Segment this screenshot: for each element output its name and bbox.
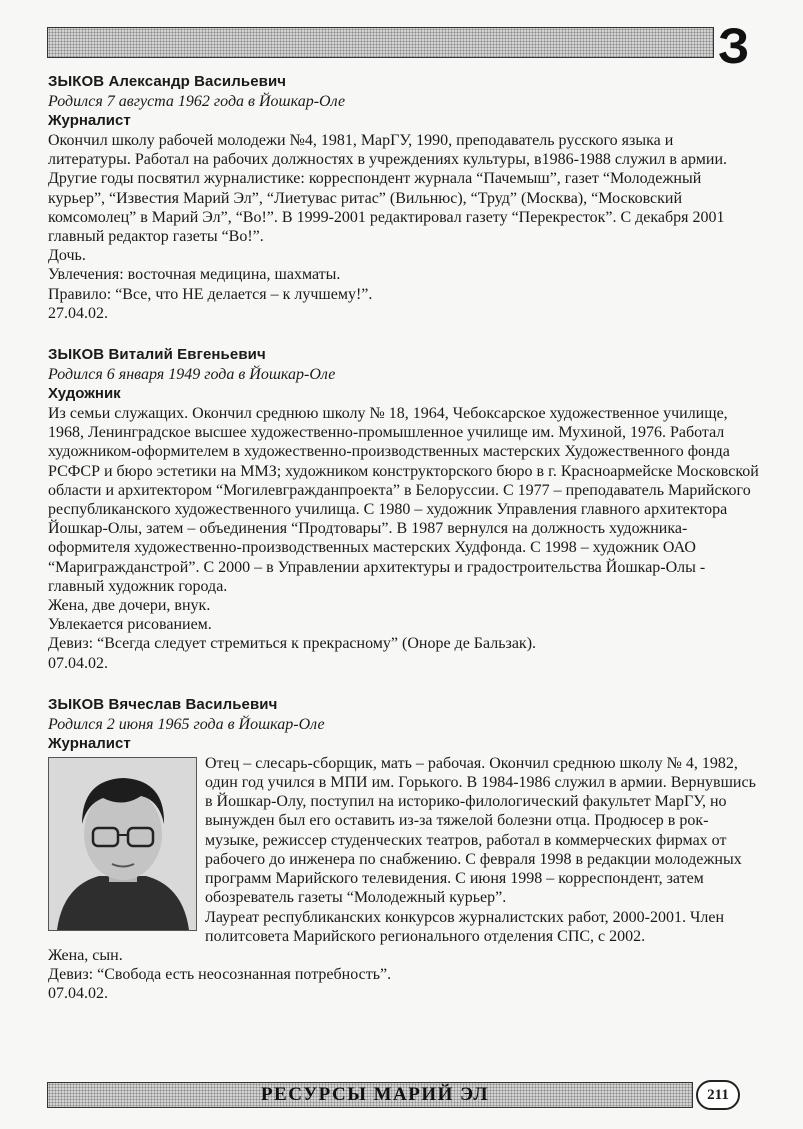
- entry-date: 27.04.02.: [48, 304, 108, 322]
- entry-birth: Родился 6 января 1949 года в Йошкар-Оле: [48, 366, 336, 384]
- entry-motto: Девиз: “Свобода есть неосознанная потребность”.: [48, 966, 392, 984]
- entry-profession: Журналист: [48, 112, 131, 129]
- section-letter: З: [718, 18, 750, 74]
- page-number: 211: [696, 1080, 740, 1110]
- entry-birth: Родился 7 августа 1962 года в Йошкар-Оле: [48, 93, 346, 110]
- entry-vitaliy: [48, 345, 760, 673]
- entry-bio: Отец – слесарь-сборщик, мать – рабочая. Окончил среднюю школу № 4, 1982, один год учился в МПИ им. Горького. В 1984-1986 служил в армии. Вернувшись в Йошкар-Олу, поступил на историко-филологический факультет МарГУ, но вынужден был его оставить из-за тяжелой болезни отца. Продюсер в рок-музыке, режиссер студенческих театров, работал в коммерческих фирмах от рабочего до инженера по снабжению. С февраля 1998 в редакции молодежных программ Марийского телевидения. С июня 1998 – корреспондент, затем обозреватель газеты “Молодежный курьер”.: [205, 754, 756, 907]
- magazine-title: РЕСУРСЫ МАРИЙ ЭЛ: [260, 1084, 490, 1105]
- entry-vyacheslav: [48, 695, 760, 1004]
- entry-family: Дочь.: [48, 247, 86, 265]
- portrait-illustration: [49, 758, 196, 930]
- entry-hobbies: Увлекается рисованием.: [48, 616, 212, 634]
- entry-family: Жена, две дочери, внук.: [48, 597, 211, 615]
- entry-family: Жена, сын.: [48, 946, 123, 964]
- photo-text-block: [48, 754, 760, 946]
- entry-profession: Художник: [48, 385, 121, 403]
- entry-birth: Родился 2 июня 1965 года в Йошкар-Оле: [48, 715, 325, 733]
- entry-name: ЗЫКОВ Александр Васильевич: [48, 73, 287, 90]
- entry-bio: Из семьи служащих. Окончил среднюю школу № 18, 1964, Чебоксарское художественное училище, 1968, Ленинградское высшее художественно-промышленное училище им. Мухиной, 1976. Работал художником-оформителем в художественно-производственных мастерских Художественного фонда РСФСР и бюро эстетики на ММЗ; художником конструкторского бюро в г. Красноармейске Московской области и архитектором “Могилевгражданпроекта” в Белоруссии. С 1977 – преподаватель Марийского республиканского художественного училища. С 1980 – художник Управления главного архитектора Йошкар-Олы, затем – объединения “Продтовары”. В 1987 вернулся на должность художника-оформителя художественно-производственных мастерских Худфонда. С 1998 – художник ОАО “Маригражданстрой”. С 2000 – в Управлении архитектуры и градостроительства Йошкар-Олы - главный художник города.: [48, 405, 759, 595]
- entry-name: ЗЫКОВ Вячеслав Васильевич: [48, 695, 278, 713]
- entry-motto: Девиз: “Всегда следует стремиться к прекрасному” (Оноре де Бальзак).: [48, 635, 537, 653]
- header-band: [47, 27, 714, 58]
- entry-aleksandr: [48, 72, 760, 323]
- entry-bio: Окончил школу рабочей молодежи №4, 1981, МарГУ, 1990, преподаватель русского языка и литературы. Работал на рабочих должностях в учреждениях культуры, в1986-1988 служил в армии. Другие годы посвятил журналистике: корреспондент журнала “Пачемыш”, газет “Молодежный курьер”, “Известия Марий Эл”, “Лиетувас ритас” (Вильнюс), “Труд” (Москва), “Московский комсомолец” в Марий Эл”, “Во!”. В 1999-2001 редактировал газету “Перекресток”. С декабря 2001 главный редактор газеты “Во!”.: [48, 132, 728, 246]
- entry-motto: Правило: “Все, что НЕ делается – к лучшему!”.: [48, 285, 373, 303]
- entry-date: 07.04.02.: [48, 985, 108, 1003]
- entry-awards: Лауреат республиканских конкурсов журналистских работ, 2000-2001. Член политсовета Марийского регионального отделения СПС, с 2002.: [205, 908, 725, 945]
- entry-date: 07.04.02.: [48, 654, 108, 672]
- article-body: [48, 72, 760, 1026]
- entry-profession: Журналист: [48, 734, 131, 752]
- portrait-photo: [48, 757, 197, 931]
- entry-name: ЗЫКОВ Виталий Евгеньевич: [48, 346, 266, 364]
- entry-hobbies: Увлечения: восточная медицина, шахматы.: [48, 266, 341, 284]
